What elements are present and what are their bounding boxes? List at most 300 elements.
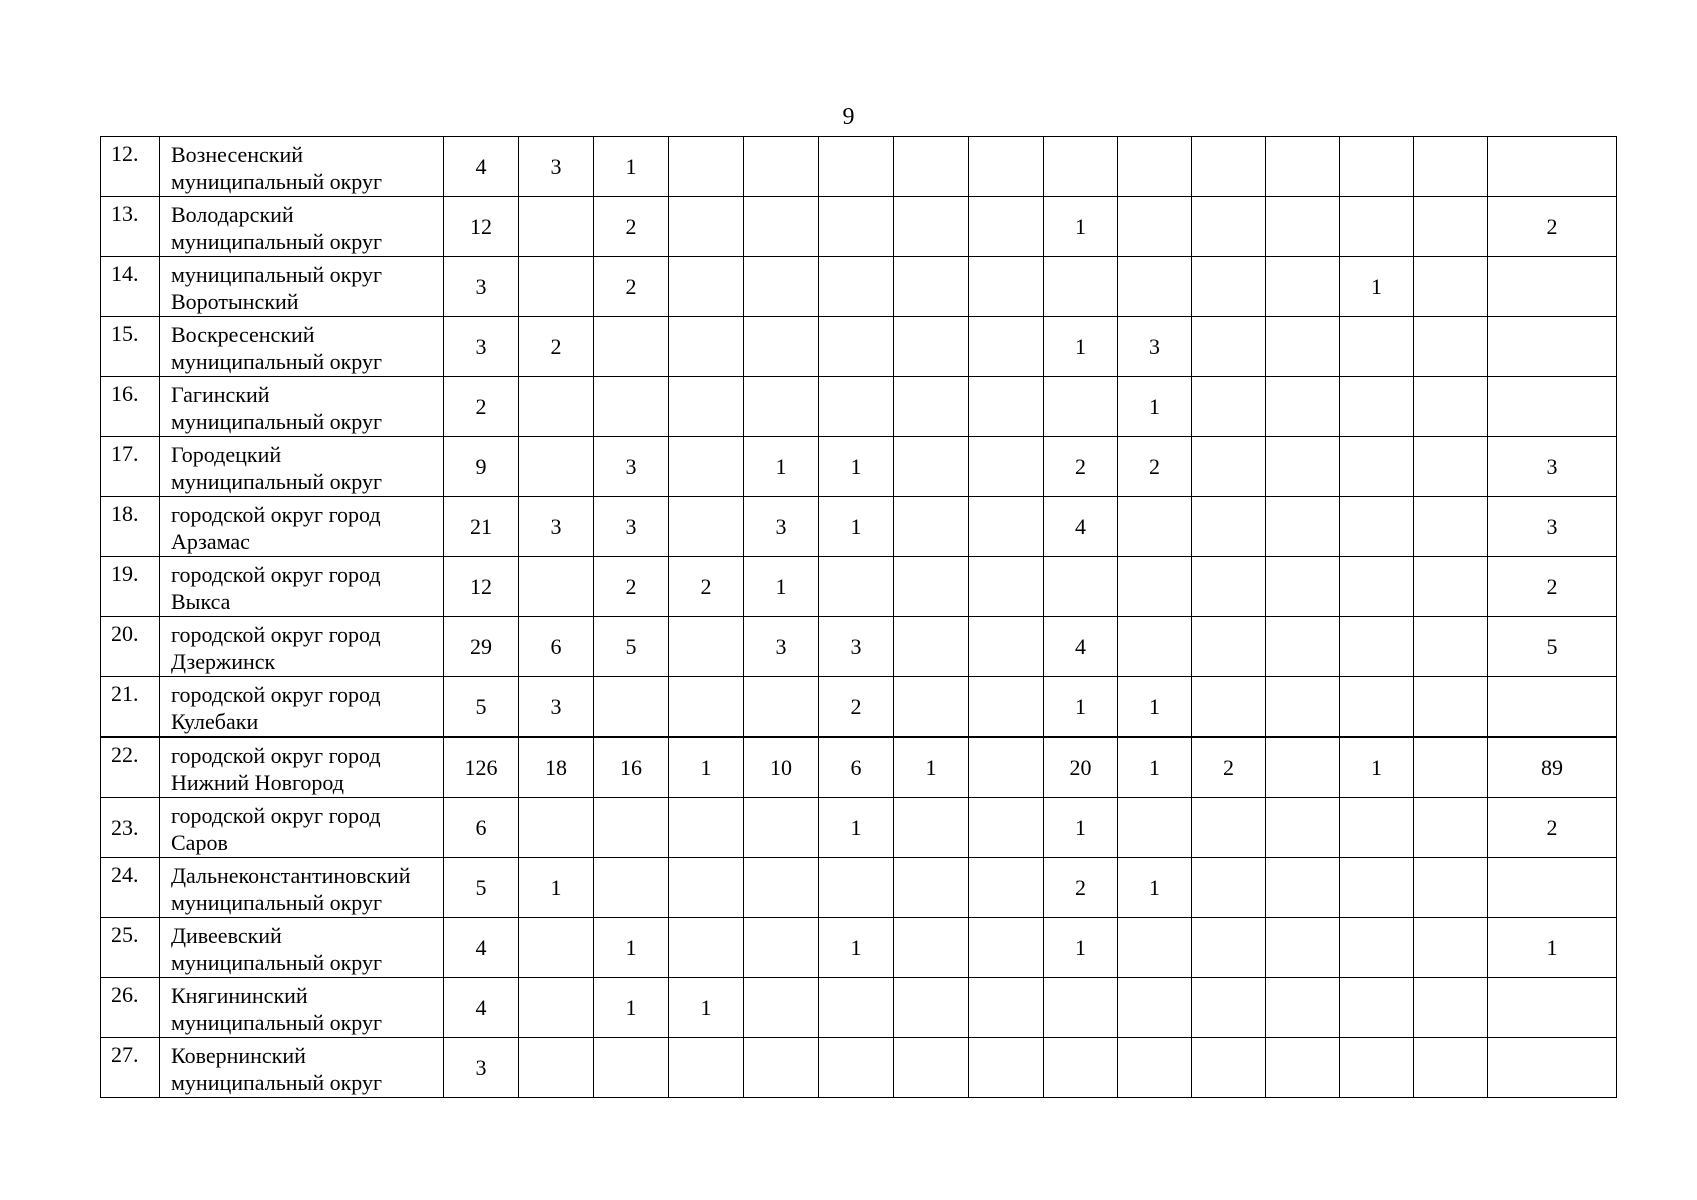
- value-cell: [1266, 257, 1340, 317]
- municipality-name: [160, 137, 444, 197]
- value-cell: 2: [1488, 197, 1617, 257]
- value-cell: [594, 798, 669, 858]
- value-cell: [1414, 858, 1488, 918]
- table-row: [101, 197, 1617, 257]
- value-cell: [969, 798, 1044, 858]
- value-cell: 1: [1044, 197, 1118, 257]
- value-cell: 1: [669, 737, 744, 798]
- value-cell: [894, 978, 969, 1038]
- value-cell: [1192, 858, 1266, 918]
- table-row: [101, 798, 1617, 858]
- value-cell: [1414, 437, 1488, 497]
- value-cell: [669, 377, 744, 437]
- data-table: [100, 136, 1617, 1098]
- value-cell: [969, 1038, 1044, 1098]
- value-cell: 3: [519, 677, 594, 738]
- row-number: 12.: [101, 137, 160, 197]
- value-cell: [1340, 858, 1414, 918]
- total-count-cell: 126: [444, 737, 519, 798]
- total-count-cell: 21: [444, 497, 519, 557]
- municipality-name-line1: городской округ город: [171, 502, 381, 527]
- value-cell: [1044, 257, 1118, 317]
- value-cell: [1192, 377, 1266, 437]
- value-cell: [1266, 197, 1340, 257]
- municipality-name-line1: Вознесенский: [171, 142, 304, 167]
- municipality-name-line2: муниципальный округ: [171, 229, 383, 254]
- municipality-name-line2: Арзамас: [171, 529, 250, 554]
- value-cell: [669, 918, 744, 978]
- municipality-name-line1: городской округ город: [171, 682, 381, 707]
- table-body: [101, 137, 1617, 1098]
- value-cell: [894, 1038, 969, 1098]
- municipality-name-line2: Выкса: [171, 589, 231, 614]
- municipality-name-line1: Городецкий: [171, 442, 282, 467]
- municipality-name-line1: городской округ город: [171, 743, 381, 768]
- value-cell: [1266, 497, 1340, 557]
- value-cell: [969, 557, 1044, 617]
- value-cell: [744, 978, 819, 1038]
- table-row: [101, 677, 1617, 738]
- value-cell: [1192, 918, 1266, 978]
- value-cell: [1414, 257, 1488, 317]
- value-cell: [669, 858, 744, 918]
- value-cell: 3: [594, 497, 669, 557]
- value-cell: [1192, 1038, 1266, 1098]
- value-cell: [1414, 798, 1488, 858]
- value-cell: [1414, 1038, 1488, 1098]
- value-cell: [1192, 197, 1266, 257]
- value-cell: 16: [594, 737, 669, 798]
- value-cell: [969, 377, 1044, 437]
- value-cell: [969, 197, 1044, 257]
- value-cell: [1488, 137, 1617, 197]
- value-cell: [969, 677, 1044, 738]
- value-cell: [1414, 918, 1488, 978]
- value-cell: [669, 197, 744, 257]
- value-cell: [744, 197, 819, 257]
- municipality-name-line1: Гагинский: [171, 382, 270, 407]
- total-count-cell: 3: [444, 317, 519, 377]
- value-cell: [669, 677, 744, 738]
- value-cell: 10: [744, 737, 819, 798]
- value-cell: [744, 257, 819, 317]
- value-cell: [1488, 317, 1617, 377]
- municipality-name-line1: городской округ город: [171, 803, 381, 828]
- value-cell: [594, 677, 669, 738]
- municipality-name-line2: Нижний Новгород: [171, 770, 344, 795]
- value-cell: 1: [1118, 737, 1192, 798]
- total-count-cell: 4: [444, 137, 519, 197]
- municipality-name-line1: Дальнеконстантиновский: [171, 863, 411, 888]
- table-row: [101, 377, 1617, 437]
- value-cell: 1: [1118, 677, 1192, 738]
- value-cell: [1044, 1038, 1118, 1098]
- value-cell: 1: [819, 437, 894, 497]
- value-cell: [1340, 377, 1414, 437]
- row-number: 16.: [101, 377, 160, 437]
- table-row: [101, 497, 1617, 557]
- value-cell: 1: [819, 918, 894, 978]
- table-row: [101, 317, 1617, 377]
- value-cell: 1: [519, 858, 594, 918]
- value-cell: [744, 377, 819, 437]
- total-count-cell: 6: [444, 798, 519, 858]
- value-cell: [1340, 677, 1414, 738]
- value-cell: [969, 317, 1044, 377]
- row-number: 18.: [101, 497, 160, 557]
- value-cell: [669, 1038, 744, 1098]
- value-cell: [519, 978, 594, 1038]
- municipality-name-line1: Княгининский: [171, 983, 308, 1008]
- value-cell: [1118, 197, 1192, 257]
- value-cell: [1340, 197, 1414, 257]
- value-cell: 1: [669, 978, 744, 1038]
- value-cell: [1044, 978, 1118, 1038]
- municipality-name: [160, 798, 444, 858]
- value-cell: 3: [1488, 497, 1617, 557]
- value-cell: [1266, 677, 1340, 738]
- value-cell: [1192, 557, 1266, 617]
- table-row: [101, 137, 1617, 197]
- value-cell: [1266, 557, 1340, 617]
- value-cell: [1488, 1038, 1617, 1098]
- value-cell: [1192, 497, 1266, 557]
- value-cell: [1266, 858, 1340, 918]
- municipality-name: [160, 677, 444, 738]
- value-cell: 2: [519, 317, 594, 377]
- value-cell: [1044, 377, 1118, 437]
- row-number: 21.: [101, 677, 160, 738]
- value-cell: [1118, 978, 1192, 1038]
- value-cell: [1192, 677, 1266, 738]
- value-cell: 5: [594, 617, 669, 677]
- municipality-name: [160, 497, 444, 557]
- value-cell: [1340, 798, 1414, 858]
- value-cell: [519, 918, 594, 978]
- value-cell: 1: [1044, 798, 1118, 858]
- value-cell: [1340, 918, 1414, 978]
- value-cell: [1340, 978, 1414, 1038]
- value-cell: 4: [1044, 617, 1118, 677]
- municipality-name-line2: Воротынский: [171, 289, 299, 314]
- value-cell: 1: [819, 798, 894, 858]
- value-cell: 4: [1044, 497, 1118, 557]
- municipality-name-line1: Володарский: [171, 202, 294, 227]
- value-cell: [969, 617, 1044, 677]
- value-cell: 1: [894, 737, 969, 798]
- row-number: 24.: [101, 858, 160, 918]
- value-cell: 3: [594, 437, 669, 497]
- value-cell: [1266, 617, 1340, 677]
- municipality-name: [160, 197, 444, 257]
- municipality-name-line2: муниципальный округ: [171, 469, 383, 494]
- value-cell: [1488, 257, 1617, 317]
- value-cell: [819, 557, 894, 617]
- value-cell: [1340, 497, 1414, 557]
- value-cell: 3: [744, 617, 819, 677]
- table-row: [101, 978, 1617, 1038]
- row-number: 20.: [101, 617, 160, 677]
- value-cell: [1414, 317, 1488, 377]
- municipality-name: [160, 437, 444, 497]
- value-cell: 3: [1118, 317, 1192, 377]
- value-cell: [1414, 377, 1488, 437]
- value-cell: [819, 377, 894, 437]
- value-cell: 1: [594, 978, 669, 1038]
- value-cell: [1192, 978, 1266, 1038]
- row-number: 26.: [101, 978, 160, 1038]
- value-cell: [669, 137, 744, 197]
- municipality-name: [160, 918, 444, 978]
- row-number: 23.: [101, 798, 160, 858]
- value-cell: [1118, 1038, 1192, 1098]
- value-cell: [744, 858, 819, 918]
- value-cell: [969, 437, 1044, 497]
- municipality-name-line1: городской округ город: [171, 622, 381, 647]
- value-cell: 2: [1488, 557, 1617, 617]
- value-cell: [1414, 677, 1488, 738]
- value-cell: [519, 557, 594, 617]
- value-cell: [1192, 317, 1266, 377]
- value-cell: [1414, 197, 1488, 257]
- value-cell: [969, 978, 1044, 1038]
- value-cell: [969, 858, 1044, 918]
- value-cell: [594, 377, 669, 437]
- value-cell: 1: [1044, 317, 1118, 377]
- value-cell: 2: [1044, 858, 1118, 918]
- value-cell: [1340, 617, 1414, 677]
- value-cell: 2: [819, 677, 894, 738]
- value-cell: 2: [1192, 737, 1266, 798]
- value-cell: [894, 317, 969, 377]
- value-cell: [1266, 1038, 1340, 1098]
- value-cell: [1488, 377, 1617, 437]
- value-cell: 1: [1044, 677, 1118, 738]
- value-cell: 1: [744, 437, 819, 497]
- municipality-name-line1: городской округ город: [171, 562, 381, 587]
- value-cell: [594, 1038, 669, 1098]
- value-cell: 1: [1340, 257, 1414, 317]
- value-cell: 1: [819, 497, 894, 557]
- value-cell: [1266, 737, 1340, 798]
- value-cell: [1266, 137, 1340, 197]
- value-cell: 3: [519, 137, 594, 197]
- table-row: [101, 617, 1617, 677]
- value-cell: [1118, 557, 1192, 617]
- value-cell: [894, 497, 969, 557]
- total-count-cell: 9: [444, 437, 519, 497]
- value-cell: 3: [519, 497, 594, 557]
- value-cell: [519, 1038, 594, 1098]
- municipality-name: [160, 557, 444, 617]
- value-cell: [819, 317, 894, 377]
- total-count-cell: 3: [444, 1038, 519, 1098]
- value-cell: [1118, 497, 1192, 557]
- value-cell: [519, 257, 594, 317]
- value-cell: [1044, 137, 1118, 197]
- value-cell: [1414, 137, 1488, 197]
- value-cell: [1266, 918, 1340, 978]
- municipality-name-line2: Дзержинск: [171, 649, 276, 674]
- table-row: [101, 858, 1617, 918]
- value-cell: [669, 798, 744, 858]
- value-cell: [894, 257, 969, 317]
- value-cell: [1266, 978, 1340, 1038]
- municipality-name-line2: муниципальный округ: [171, 950, 383, 975]
- value-cell: [669, 317, 744, 377]
- municipality-name: [160, 377, 444, 437]
- municipality-name-line2: муниципальный округ: [171, 1070, 383, 1095]
- value-cell: [1118, 257, 1192, 317]
- value-cell: 6: [819, 737, 894, 798]
- value-cell: 2: [594, 197, 669, 257]
- row-number: 22.: [101, 737, 160, 798]
- value-cell: 1: [1340, 737, 1414, 798]
- municipality-name: [160, 858, 444, 918]
- value-cell: 6: [519, 617, 594, 677]
- value-cell: 2: [1488, 798, 1617, 858]
- municipality-name-line2: муниципальный округ: [171, 1010, 383, 1035]
- value-cell: 89: [1488, 737, 1617, 798]
- value-cell: [1192, 437, 1266, 497]
- municipality-name: [160, 978, 444, 1038]
- total-count-cell: 3: [444, 257, 519, 317]
- total-count-cell: 29: [444, 617, 519, 677]
- value-cell: 1: [1118, 858, 1192, 918]
- value-cell: [894, 557, 969, 617]
- value-cell: [669, 437, 744, 497]
- value-cell: [744, 317, 819, 377]
- value-cell: [894, 677, 969, 738]
- value-cell: [969, 918, 1044, 978]
- value-cell: [519, 437, 594, 497]
- value-cell: [594, 858, 669, 918]
- value-cell: [744, 918, 819, 978]
- value-cell: [1488, 978, 1617, 1038]
- value-cell: [1118, 918, 1192, 978]
- value-cell: [969, 497, 1044, 557]
- value-cell: [1118, 798, 1192, 858]
- value-cell: 1: [594, 918, 669, 978]
- municipality-name-line1: Дивеевский: [171, 923, 282, 948]
- municipality-name: [160, 737, 444, 798]
- value-cell: [969, 737, 1044, 798]
- row-number: 19.: [101, 557, 160, 617]
- value-cell: 1: [1488, 918, 1617, 978]
- value-cell: 2: [669, 557, 744, 617]
- value-cell: [894, 918, 969, 978]
- total-count-cell: 12: [444, 197, 519, 257]
- value-cell: 1: [744, 557, 819, 617]
- total-count-cell: 2: [444, 377, 519, 437]
- value-cell: 2: [1044, 437, 1118, 497]
- table-row: [101, 918, 1617, 978]
- value-cell: [894, 437, 969, 497]
- municipality-name: [160, 257, 444, 317]
- value-cell: [744, 1038, 819, 1098]
- value-cell: [819, 137, 894, 197]
- value-cell: [819, 257, 894, 317]
- value-cell: [894, 377, 969, 437]
- table-row: [101, 257, 1617, 317]
- value-cell: [819, 978, 894, 1038]
- total-count-cell: 4: [444, 918, 519, 978]
- municipality-name: [160, 317, 444, 377]
- value-cell: [1192, 617, 1266, 677]
- municipality-name-line2: Кулебаки: [171, 709, 259, 734]
- municipality-name-line1: муниципальный округ: [171, 262, 383, 287]
- row-number: 14.: [101, 257, 160, 317]
- value-cell: [894, 197, 969, 257]
- row-number: 13.: [101, 197, 160, 257]
- value-cell: [669, 497, 744, 557]
- value-cell: [744, 677, 819, 738]
- municipality-name-line2: муниципальный округ: [171, 169, 383, 194]
- municipality-name-line1: Воскресенский: [171, 322, 315, 347]
- value-cell: [1266, 377, 1340, 437]
- value-cell: 1: [1044, 918, 1118, 978]
- value-cell: [519, 197, 594, 257]
- value-cell: 3: [744, 497, 819, 557]
- value-cell: [894, 137, 969, 197]
- value-cell: [1192, 257, 1266, 317]
- table-row: [101, 437, 1617, 497]
- value-cell: 2: [1118, 437, 1192, 497]
- value-cell: 18: [519, 737, 594, 798]
- value-cell: [1192, 137, 1266, 197]
- value-cell: [1488, 677, 1617, 738]
- value-cell: [744, 798, 819, 858]
- value-cell: [1414, 737, 1488, 798]
- value-cell: [1266, 798, 1340, 858]
- table-row: [101, 557, 1617, 617]
- value-cell: 20: [1044, 737, 1118, 798]
- value-cell: [1118, 137, 1192, 197]
- value-cell: [894, 858, 969, 918]
- value-cell: [1414, 557, 1488, 617]
- value-cell: [1266, 317, 1340, 377]
- value-cell: [1340, 557, 1414, 617]
- value-cell: 1: [1118, 377, 1192, 437]
- value-cell: [1340, 437, 1414, 497]
- table-row: [101, 737, 1617, 798]
- value-cell: [1340, 1038, 1414, 1098]
- value-cell: [1192, 798, 1266, 858]
- value-cell: 3: [819, 617, 894, 677]
- municipality-name: [160, 617, 444, 677]
- value-cell: [744, 137, 819, 197]
- value-cell: [1488, 858, 1617, 918]
- value-cell: [894, 798, 969, 858]
- value-cell: [1340, 317, 1414, 377]
- total-count-cell: 12: [444, 557, 519, 617]
- value-cell: [594, 317, 669, 377]
- value-cell: [519, 798, 594, 858]
- municipality-name-line2: муниципальный округ: [171, 349, 383, 374]
- value-cell: 3: [1488, 437, 1617, 497]
- municipality-name-line2: муниципальный округ: [171, 409, 383, 434]
- municipality-name-line2: Саров: [171, 830, 228, 855]
- value-cell: [1266, 437, 1340, 497]
- value-cell: [819, 197, 894, 257]
- value-cell: [969, 257, 1044, 317]
- page-number: 9: [842, 104, 855, 130]
- total-count-cell: 5: [444, 858, 519, 918]
- value-cell: [519, 377, 594, 437]
- value-cell: [669, 617, 744, 677]
- row-number: 25.: [101, 918, 160, 978]
- value-cell: [669, 257, 744, 317]
